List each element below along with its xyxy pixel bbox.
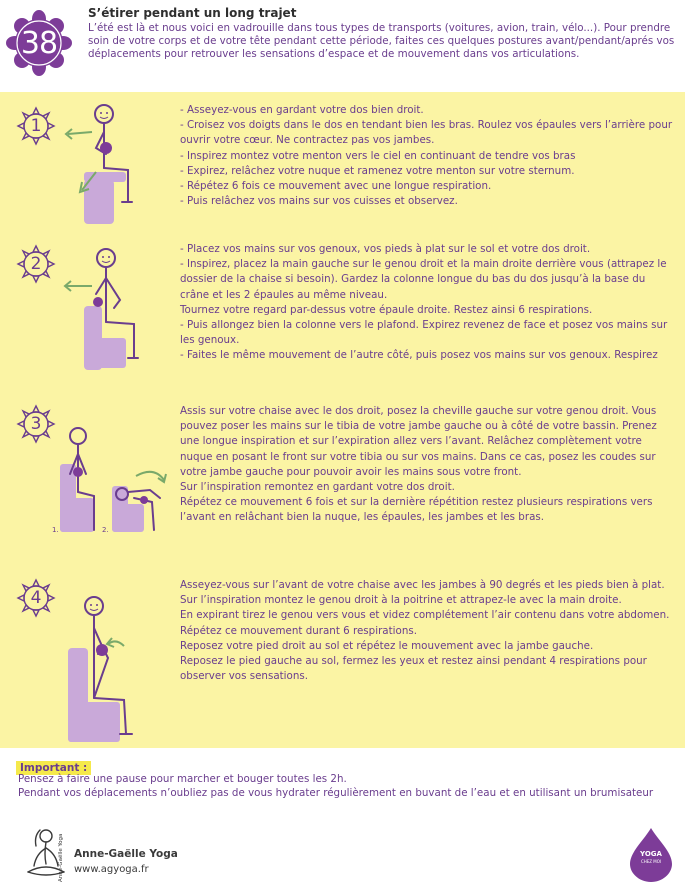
knee-to-chest-figure xyxy=(62,594,162,744)
step-4-number: 4 xyxy=(30,588,42,608)
drop-logo-text: YOGA CHEZ MOI xyxy=(640,850,662,864)
important-line-1: Pensez à faire une pause pour marcher et bouger toutes les 2h. xyxy=(18,773,347,785)
important-text xyxy=(18,772,668,800)
step-3-number: 3 xyxy=(30,414,42,434)
figure-label-1: 1. xyxy=(52,526,59,534)
step-4-text: Asseyez-vous sur l’avant de votre chaise avec les jambes à 90 degrés et les pieds bien à plat. Sur l’inspiration montez le genou droit à la poitrine et attrapez-le avec la main droite. En expirant tirez le genou vers vous et videz complétement l’air contenu dans votre abdomen. Répétez ce mouvement durant 6 respirations. Reposez votre pied droit au sol et répétez le mouvement avec la jambe gauche. Reposez le pied gauche au sol, fermez les yeux et restez ainsi pendant 4 respirations pour observer vos sensations. xyxy=(180,579,670,683)
step-4 xyxy=(0,574,685,746)
page-title: S’étirer pendant un long trajet xyxy=(88,6,297,20)
step-3 xyxy=(0,400,685,570)
step-4-badge xyxy=(16,578,56,618)
step-1-badge xyxy=(16,106,56,146)
step-2-text: - Placez vos mains sur vos genoux, vos pieds à plat sur le sol et votre dos droit. - Inspirez, placez la main gauche sur le genou droit et la main droite derrière vous (attrapez le dossier de la chaise si besoin). Gardez la colonne longue du bas du dos jusqu’à la base du crâne et les 2 épaules au même niveau. Tournez votre regard par-dessus votre épaule droite. Restez ainsi 6 respirations. - Puis allongez bien la colonne vers le plafond. Expirez revenez de face et posez vos mains sur les genoux. - Faites le même mouvement de l’autre côté, puis posez vos mains sur vos genoux. Respirez xyxy=(180,243,668,362)
seated-chest-opener-figure xyxy=(62,102,162,226)
header xyxy=(0,0,685,96)
step-1 xyxy=(0,100,685,230)
brand-name: Anne-Gaëlle Yoga xyxy=(74,848,178,860)
step-3-text: Assis sur votre chaise avec le dos droit, posez la cheville gauche sur votre genou droit. Vous pouvez poser les mains sur le tibia de votre jambe gauche ou à côté de votre bassin. Prenez une longue inspiration et sur l’expiration allez vers l’avant. Relâchez complètement votre nuque en posant le front sur votre tibia ou sur vos mains. Dans ce cas, posez les coudes sur votre jambe gauche pour pouvoir avoir les mains sous votre front. Sur l’inspiration remontez en gardant votre dos droit. Répétez ce mouvement 6 fois et sur la dernière répétition restez plusieurs respirations vers l’avant en relâchant bien la nuque, les épaules, les jambes et les bras. xyxy=(180,405,657,524)
logo-vertical-text: Anne-Gaëlle Yoga xyxy=(58,833,64,882)
forward-fold-figure xyxy=(50,424,170,534)
important-line-2: Pendant vos déplacements n’oubliez pas de vous hydrater régulièrement en buvant de l’eau et en utilisant un brumisateur xyxy=(18,787,654,800)
step-1-number: 1 xyxy=(30,116,42,136)
step-2-number: 2 xyxy=(30,254,42,274)
step-2-badge xyxy=(16,244,56,284)
badge-number: 38 xyxy=(20,25,58,61)
step-2 xyxy=(0,240,685,400)
step-1-text: - Asseyez-vous en gardant votre dos bien droit. - Croisez vos doigts dans le dos en tendant bien les bras. Roulez vos épaules vers l’arrière pour ouvrir votre cœur. Ne contractez pas vos jambes. - Inspirez montez votre menton vers le ciel en continuant de tendre vos bras - Expirez, relâchez votre nuque et ramenez votre menton sur votre sternum. - Répétez 6 fois ce mouvement avec une longue respiration. - Puis relâchez vos mains sur vos cuisses et observez. xyxy=(180,104,673,208)
intro-text: L’été est là et nous voici en vadrouille dans tous types de transports (voitures, avion, train, vélo...). Pour prendre soin de votre corps et de votre tête pendant cette période, faites ces quelques postures avant/pendant/aprés vos déplacements pour retrouver les sensations d’espace et de mouvement dans vos articulations. xyxy=(88,22,675,61)
important-label: Important : xyxy=(16,761,91,775)
figure-label-2: 2. xyxy=(102,526,109,534)
brand-website-link[interactable]: www.agyoga.fr xyxy=(74,864,149,875)
seated-twist-figure xyxy=(62,246,162,372)
